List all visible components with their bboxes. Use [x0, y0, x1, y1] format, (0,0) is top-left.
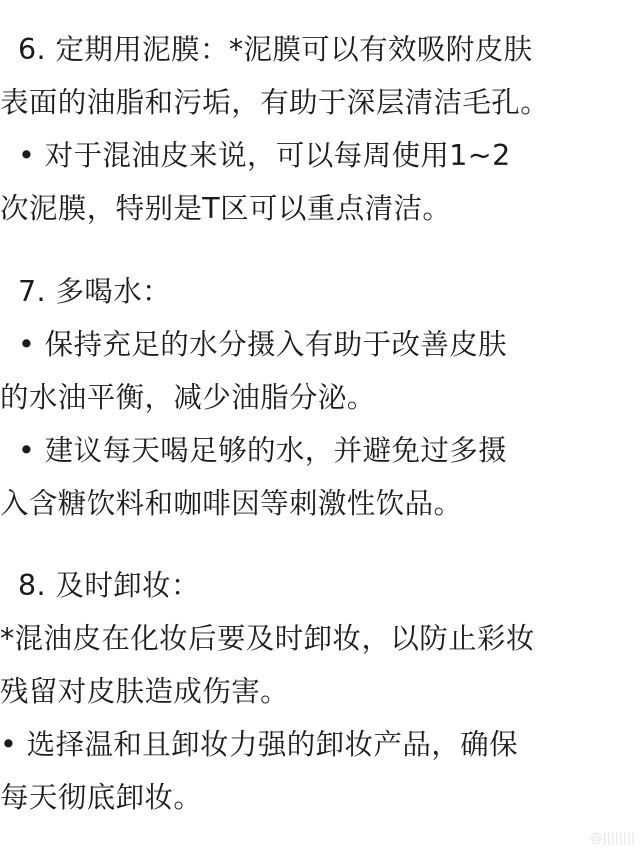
section-8-bullet-cont: 每天彻底卸妆。 — [0, 781, 203, 814]
section-7-heading: 7. 多喝水： — [18, 275, 172, 308]
section-6-bullet-cont: 次泥膜，特别是T区可以重点清洁。 — [0, 192, 452, 225]
section-7-bullet-1-cont: 的水油平衡，减少油脂分泌。 — [0, 381, 376, 414]
section-7-bullet-2-cont: 入含糖饮料和咖啡因等刺激性饮品。 — [0, 487, 463, 520]
watermark: @|||||||| — [590, 831, 635, 845]
section-8-heading: 8. 及时卸妆： — [18, 569, 200, 602]
section-6-heading: 6. 定期用泥膜：*泥膜可以有效吸附皮肤 — [18, 33, 533, 66]
section-8-text-cont: 残留对皮肤造成伤害。 — [0, 675, 290, 708]
section-7-bullet-2: • 建议每天喝足够的水，并避免过多摄 — [18, 434, 508, 467]
section-8-text: *混油皮在化妆后要及时卸妆，以防止彩妆 — [0, 622, 535, 655]
section-6-text: 表面的油脂和污垢，有助于深层清洁毛孔。 — [0, 86, 550, 119]
section-7-bullet-1: • 保持充足的水分摄入有助于改善皮肤 — [18, 328, 508, 361]
section-8-bullet: • 选择温和且卸妆力强的卸妆产品，确保 — [0, 728, 518, 761]
section-6-bullet: • 对于混油皮来说，可以每周使用1~2 — [18, 139, 511, 172]
